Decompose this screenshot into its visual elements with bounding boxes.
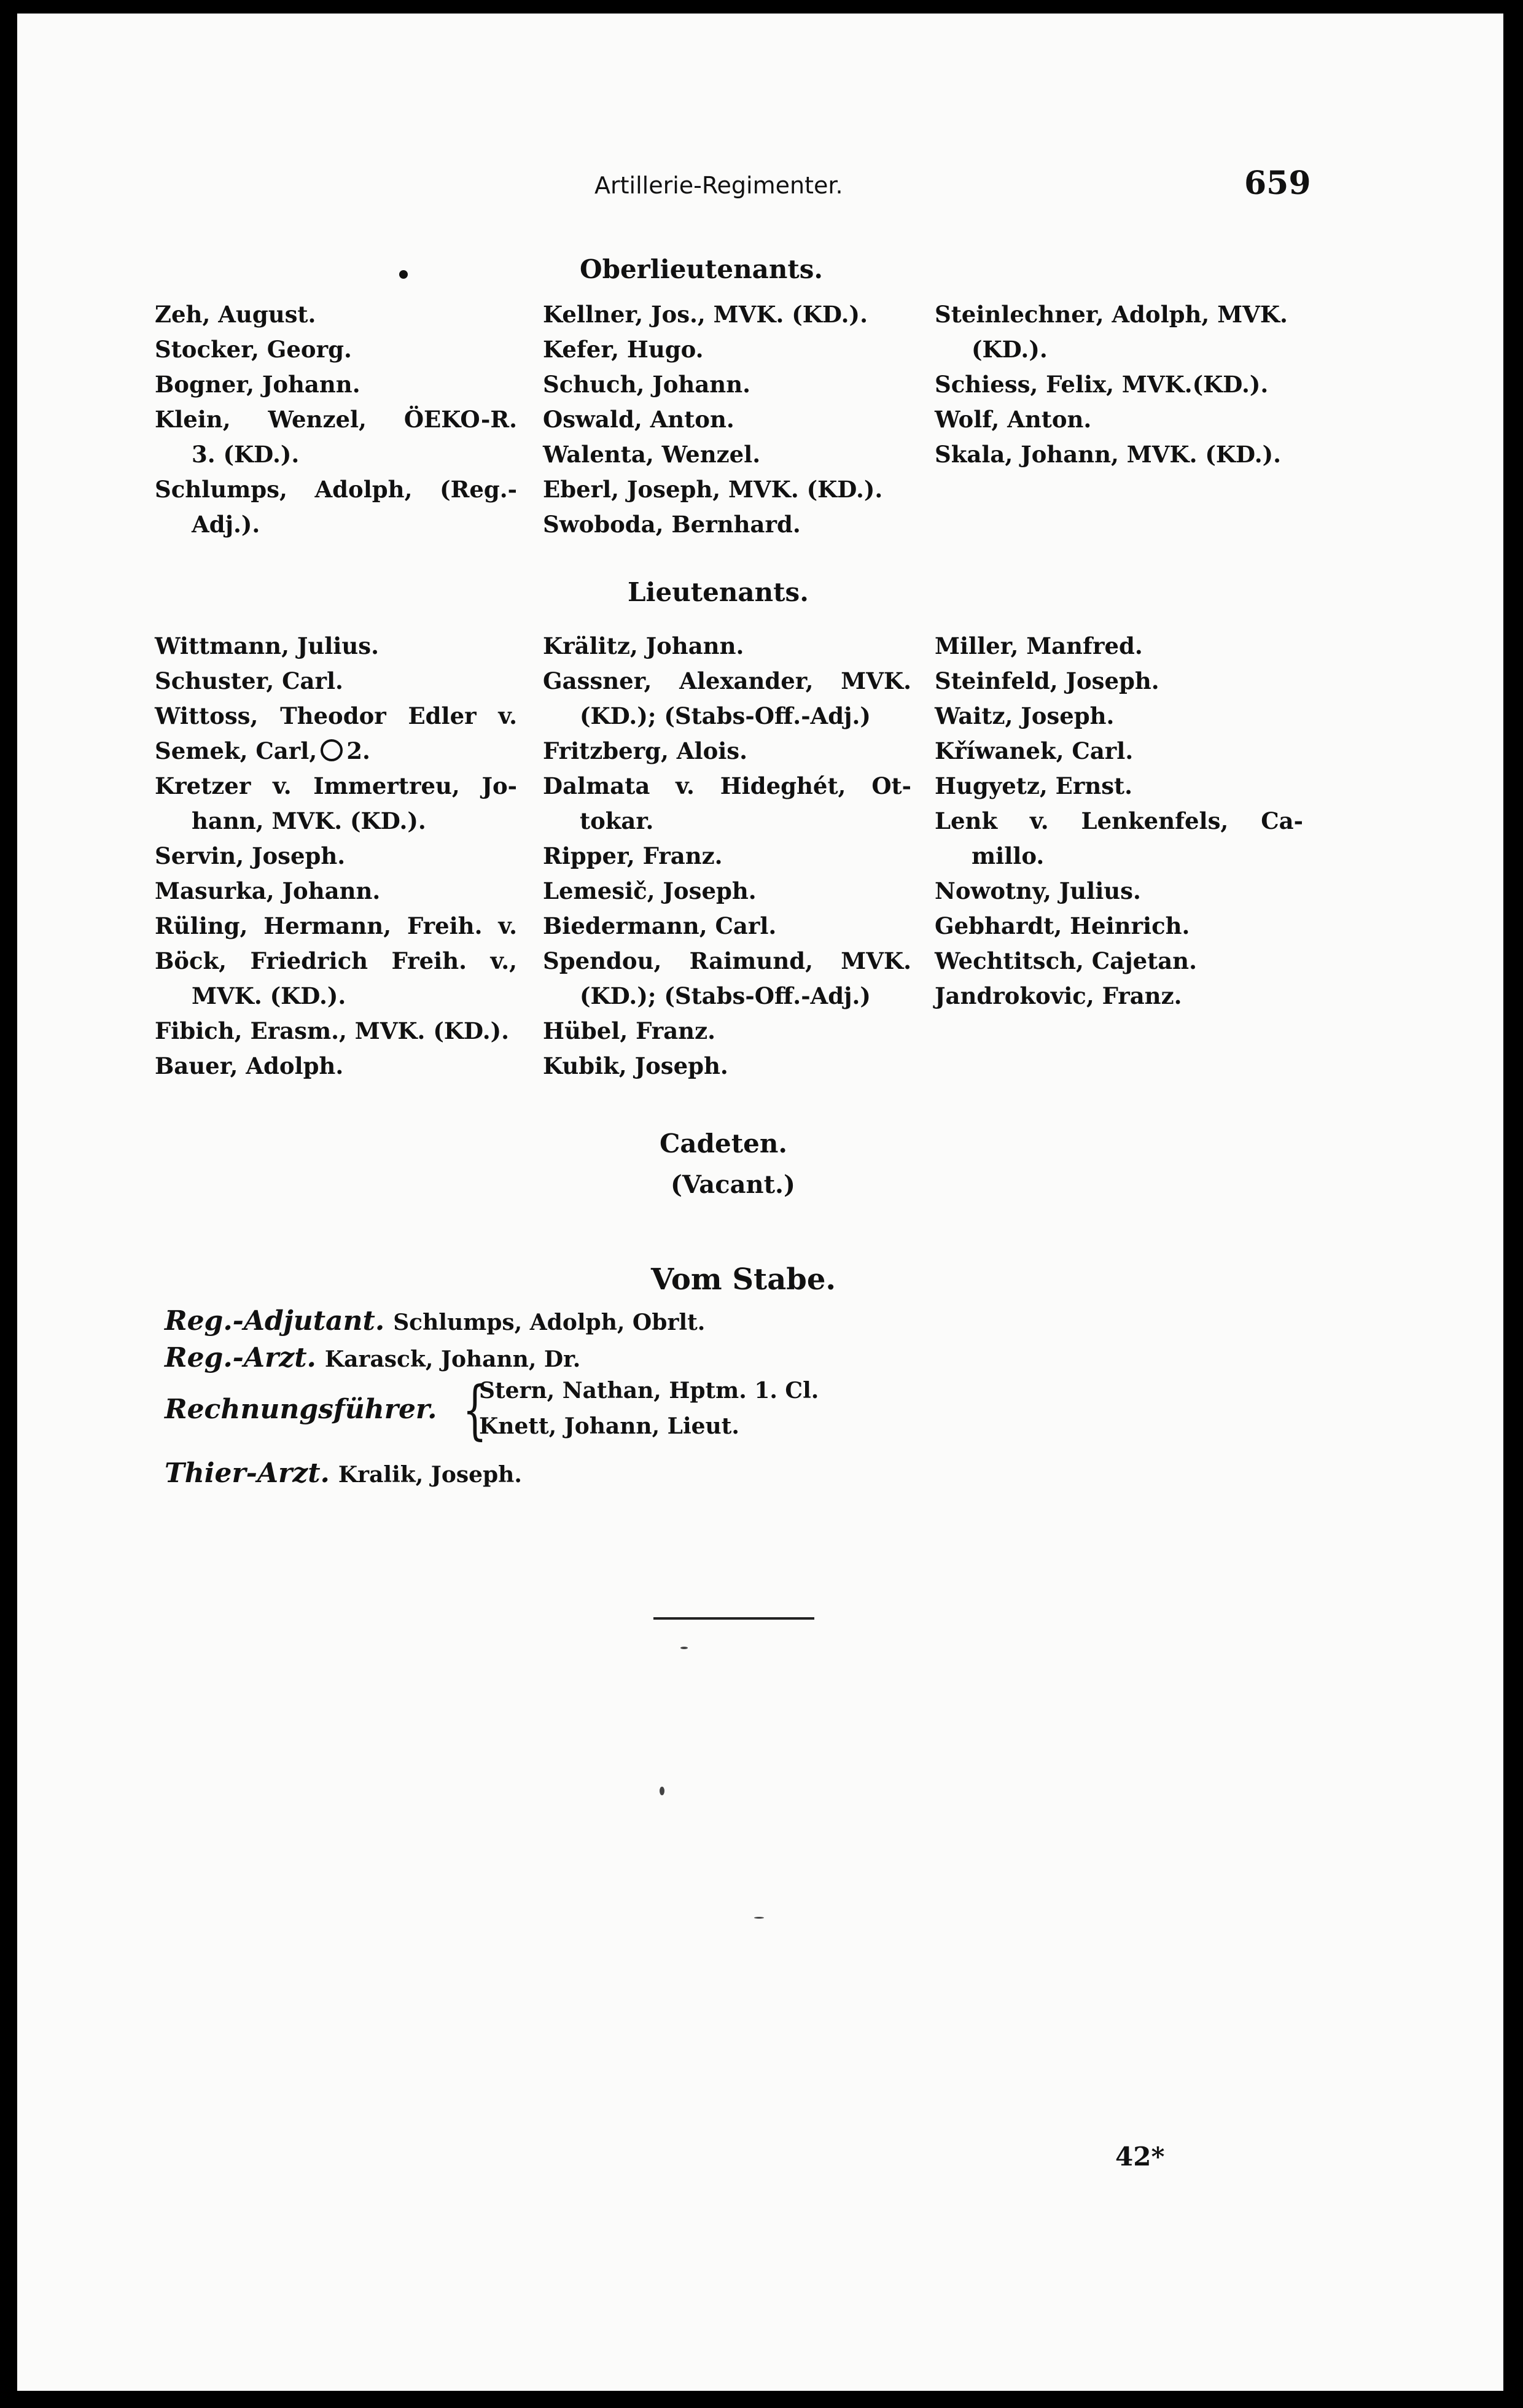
bullet-mark (399, 270, 408, 279)
list-item: Gassner, Alexander, MVK. (543, 667, 911, 694)
lieutenants-col-1 (155, 629, 517, 1084)
list-item: Steinlechner, Adolph, MVK. (935, 301, 1288, 328)
list-item: Wittmann, Julius. (155, 632, 379, 659)
staff-value-rechnung-2: Knett, Johann, Lieut. (479, 1413, 739, 1439)
list-item: Schiess, Felix, MVK.(KD.). (935, 371, 1269, 398)
list-item: Eberl, Joseph, MVK. (KD.). (543, 476, 883, 503)
list-item: Bauer, Adolph. (155, 1052, 344, 1079)
list-item: 3. (KD.). (192, 441, 300, 468)
oberlieutenants-col-3 (935, 297, 1303, 472)
list-item: Wittoss, Theodor Edler v. (155, 702, 517, 729)
staff-value: Kralik, Joseph. (338, 1462, 522, 1488)
staff-value-rechnung-1: Stern, Nathan, Hptm. 1. Cl. (479, 1378, 819, 1404)
list-item: Servin, Joseph. (155, 842, 346, 869)
list-item: Kretzer v. Immertreu, Jo- (155, 772, 517, 799)
staff-value: Karasck, Johann, Dr. (324, 1346, 581, 1372)
staff-row-arzt (165, 1342, 580, 1373)
heading-lieutenants: Lieutenants. (628, 577, 809, 607)
list-item: (KD.). (972, 336, 1048, 363)
list-item: Wolf, Anton. (935, 406, 1092, 433)
list-item: Wechtitsch, Cajetan. (935, 947, 1197, 974)
scan-speck (680, 1647, 688, 1649)
list-item-text: Semek, Carl, (155, 737, 317, 764)
list-item: Zeh, August. (155, 301, 316, 328)
list-item: Lemesič, Joseph. (543, 877, 757, 904)
heading-vom-stabe: Vom Stabe. (651, 1262, 836, 1297)
list-item: Kříwanek, Carl. (935, 737, 1134, 764)
staff-label-rechnungsfuehrer (165, 1394, 445, 1425)
list-item: Schuster, Carl. (155, 667, 343, 694)
page-number: 659 (1244, 165, 1311, 202)
list-item: Böck, Friedrich Freih. v., (155, 947, 517, 974)
running-header: Artillerie-Regimenter. (594, 172, 843, 199)
list-item: Hugyetz, Ernst. (935, 772, 1133, 799)
staff-value: Schlumps, Adolph, Obrlt. (393, 1310, 706, 1335)
signature-mark: 42* (1115, 2142, 1165, 2172)
list-item: hann, MVK. (KD.). (192, 807, 426, 834)
list-item: Rüling, Hermann, Freih. v. (155, 912, 517, 939)
list-item: Walenta, Wenzel. (543, 441, 761, 468)
page (17, 14, 1503, 2391)
oberlieutenants-col-1 (155, 297, 517, 542)
list-item: (KD.); (Stabs-Off.-Adj.) (580, 982, 871, 1009)
list-item: Dalmata v. Hideghét, Ot- (543, 772, 911, 799)
list-item: Schlumps, Adolph, (Reg.- (155, 476, 517, 503)
staff-label: Reg.-Adjutant. (165, 1305, 385, 1337)
list-item: Skala, Johann, MVK. (KD.). (935, 441, 1282, 468)
list-item: Adj.). (192, 511, 260, 538)
list-item: Steinfeld, Joseph. (935, 667, 1159, 694)
list-item: Nowotny, Julius. (935, 877, 1141, 904)
heading-cadeten: Cadeten. (660, 1128, 788, 1159)
list-item: Fibich, Erasm., MVK. (KD.). (155, 1017, 510, 1044)
list-item: Biedermann, Carl. (543, 912, 777, 939)
scan-speck (660, 1787, 664, 1795)
list-item: Ripper, Franz. (543, 842, 723, 869)
list-item: Spendou, Raimund, MVK. (543, 947, 911, 974)
cadeten-vacant-note: (Vacant.) (671, 1170, 795, 1199)
list-item: Lenk v. Lenkenfels, Ca- (935, 807, 1303, 834)
list-item: Stocker, Georg. (155, 336, 352, 363)
list-item: Kefer, Hugo. (543, 336, 704, 363)
decorative-rule (653, 1617, 814, 1620)
list-item: MVK. (KD.). (192, 982, 346, 1009)
staff-row-thier-arzt (165, 1458, 522, 1489)
oberlieutenants-col-2 (543, 297, 911, 542)
list-item: Jandrokovic, Franz. (935, 982, 1182, 1009)
list-item: Bogner, Johann. (155, 371, 360, 398)
list-item: millo. (972, 842, 1045, 869)
brace-mark: { (462, 1372, 487, 1447)
list-item: Oswald, Anton. (543, 406, 734, 433)
staff-row-adjutant (165, 1305, 705, 1337)
scan-speck (754, 1917, 764, 1919)
list-item: Gebhardt, Heinrich. (935, 912, 1190, 939)
lieutenants-col-3 (935, 629, 1303, 1014)
staff-label: Thier-Arzt. (165, 1458, 330, 1489)
list-item (155, 734, 517, 769)
circle-icon (321, 739, 343, 761)
list-item: Miller, Manfred. (935, 632, 1143, 659)
list-item: Kellner, Jos., MVK. (KD.). (543, 301, 868, 328)
list-item: Masurka, Johann. (155, 877, 381, 904)
list-item: Klein, Wenzel, ÖEKO-R. (155, 406, 517, 433)
list-item: Krälitz, Johann. (543, 632, 744, 659)
list-item-suffix: 2. (346, 737, 370, 764)
list-item: Swoboda, Bernhard. (543, 511, 801, 538)
staff-label: Rechnungsführer. (165, 1394, 437, 1425)
list-item: Fritzberg, Alois. (543, 737, 748, 764)
heading-oberlieutenants: Oberlieutenants. (580, 254, 824, 284)
list-item: Schuch, Johann. (543, 371, 750, 398)
list-item: tokar. (580, 807, 654, 834)
list-item: Hübel, Franz. (543, 1017, 715, 1044)
lieutenants-col-2 (543, 629, 911, 1084)
list-item: Waitz, Joseph. (935, 702, 1115, 729)
list-item: Kubik, Joseph. (543, 1052, 728, 1079)
staff-label: Reg.-Arzt. (165, 1342, 316, 1373)
list-item: (KD.); (Stabs-Off.-Adj.) (580, 702, 871, 729)
